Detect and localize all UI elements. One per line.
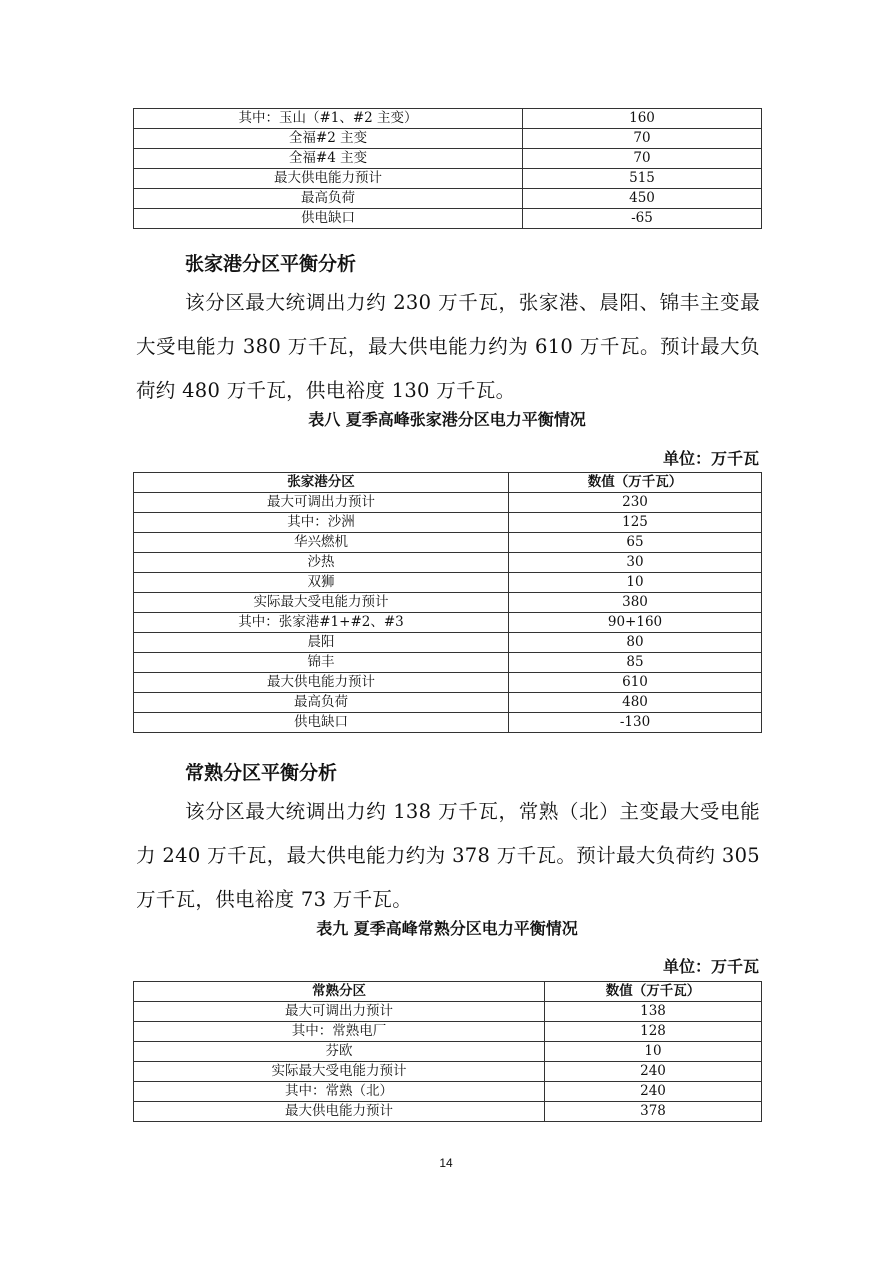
cell-value: 230 (509, 493, 762, 513)
cell-value: 160 (523, 109, 762, 129)
table-row (134, 593, 762, 613)
page-number: 14 (439, 1156, 453, 1170)
header-cell-value: 数值（万千瓦） (545, 982, 762, 1002)
table-row (134, 653, 762, 673)
cell-value: 610 (509, 673, 762, 693)
table-row (134, 1002, 762, 1022)
cell-value: 70 (523, 149, 762, 169)
cell-item: 最高负荷 (134, 693, 509, 713)
cell-item: 供电缺口 (134, 209, 523, 229)
table-row (134, 573, 762, 593)
cell-value: 10 (509, 573, 762, 593)
unit-label-8: 单位：万千瓦 (662, 449, 759, 468)
cell-value: -130 (509, 713, 762, 733)
table-title-8: 表八 夏季高峰张家港分区电力平衡情况 (308, 410, 586, 429)
cell-item: 最大供电能力预计 (134, 169, 523, 189)
cell-item: 实际最大受电能力预计 (134, 593, 509, 613)
table-row (134, 1102, 762, 1122)
table-title-9: 表九 夏季高峰常熟分区电力平衡情况 (316, 919, 578, 938)
cell-item: 其中：常熟（北） (134, 1082, 545, 1102)
cell-value: 65 (509, 533, 762, 553)
cell-item: 实际最大受电能力预计 (134, 1062, 545, 1082)
header-cell-value: 数值（万千瓦） (509, 473, 762, 493)
cell-item: 最大供电能力预计 (134, 1102, 545, 1122)
cell-value: 480 (509, 693, 762, 713)
cell-value: 138 (545, 1002, 762, 1022)
table-row (134, 493, 762, 513)
cell-value: 10 (545, 1042, 762, 1062)
cell-item: 其中：常熟电厂 (134, 1022, 545, 1042)
cell-item: 双狮 (134, 573, 509, 593)
cell-value: 515 (523, 169, 762, 189)
cell-item: 华兴燃机 (134, 533, 509, 553)
cell-item: 锦丰 (134, 653, 509, 673)
cell-value: 70 (523, 129, 762, 149)
table-row (134, 1062, 762, 1082)
table-continuation (133, 108, 762, 229)
cell-item: 最大可调出力预计 (134, 1002, 545, 1022)
cell-item: 全福#4 主变 (134, 149, 523, 169)
cell-item: 供电缺口 (134, 713, 509, 733)
table-row (134, 189, 762, 209)
table-zhangjiagang (133, 472, 762, 733)
table-row (134, 1082, 762, 1102)
cell-item: 其中：张家港#1+#2、#3 (134, 613, 509, 633)
table-row (134, 169, 762, 189)
header-cell-item: 张家港分区 (134, 473, 509, 493)
cell-value: 128 (545, 1022, 762, 1042)
cell-value: 90+160 (509, 613, 762, 633)
section-heading-changshu: 常熟分区平衡分析 (185, 762, 338, 784)
table-row (134, 1022, 762, 1042)
table-row (134, 109, 762, 129)
table-row (134, 129, 762, 149)
table-row (134, 533, 762, 553)
cell-item: 沙热 (134, 553, 509, 573)
cell-item: 最高负荷 (134, 189, 523, 209)
cell-value: 240 (545, 1062, 762, 1082)
cell-value: -65 (523, 209, 762, 229)
cell-item: 芬欧 (134, 1042, 545, 1062)
cell-item: 最大可调出力预计 (134, 493, 509, 513)
table-row (134, 673, 762, 693)
cell-item: 其中：玉山（#1、#2 主变） (134, 109, 523, 129)
cell-value: 85 (509, 653, 762, 673)
unit-label-9: 单位：万千瓦 (662, 957, 759, 976)
table-row (134, 613, 762, 633)
header-cell-item: 常熟分区 (134, 982, 545, 1002)
table-row (134, 713, 762, 733)
table-row (134, 513, 762, 533)
paragraph-changshu: 该分区最大统调出力约 138 万千瓦，常熟（北）主变最大受电能力 240 万千瓦，最大供电能力约为 378 万千瓦。预计最大负荷约 305 万千瓦，供电裕度 73 万千瓦。 (136, 800, 760, 911)
section-heading-zhangjiagang: 张家港分区平衡分析 (185, 253, 357, 275)
cell-value: 125 (509, 513, 762, 533)
cell-value: 240 (545, 1082, 762, 1102)
paragraph-zhangjiagang: 该分区最大统调出力约 230 万千瓦，张家港、晨阳、锦丰主变最大受电能力 380 万千瓦，最大供电能力约为 610 万千瓦。预计最大负荷约 480 万千瓦，供电裕度 130 万千瓦。 (136, 291, 760, 402)
table-row (134, 693, 762, 713)
table-row (134, 1042, 762, 1062)
cell-value: 80 (509, 633, 762, 653)
cell-value: 30 (509, 553, 762, 573)
table-header-row (134, 982, 762, 1002)
table-row (134, 553, 762, 573)
cell-value: 378 (545, 1102, 762, 1122)
table-row (134, 209, 762, 229)
cell-item: 晨阳 (134, 633, 509, 653)
cell-item: 全福#2 主变 (134, 129, 523, 149)
cell-value: 450 (523, 189, 762, 209)
table-row (134, 149, 762, 169)
table-header-row (134, 473, 762, 493)
table-changshu (133, 981, 762, 1122)
table-row (134, 633, 762, 653)
cell-value: 380 (509, 593, 762, 613)
cell-item: 其中：沙洲 (134, 513, 509, 533)
cell-item: 最大供电能力预计 (134, 673, 509, 693)
